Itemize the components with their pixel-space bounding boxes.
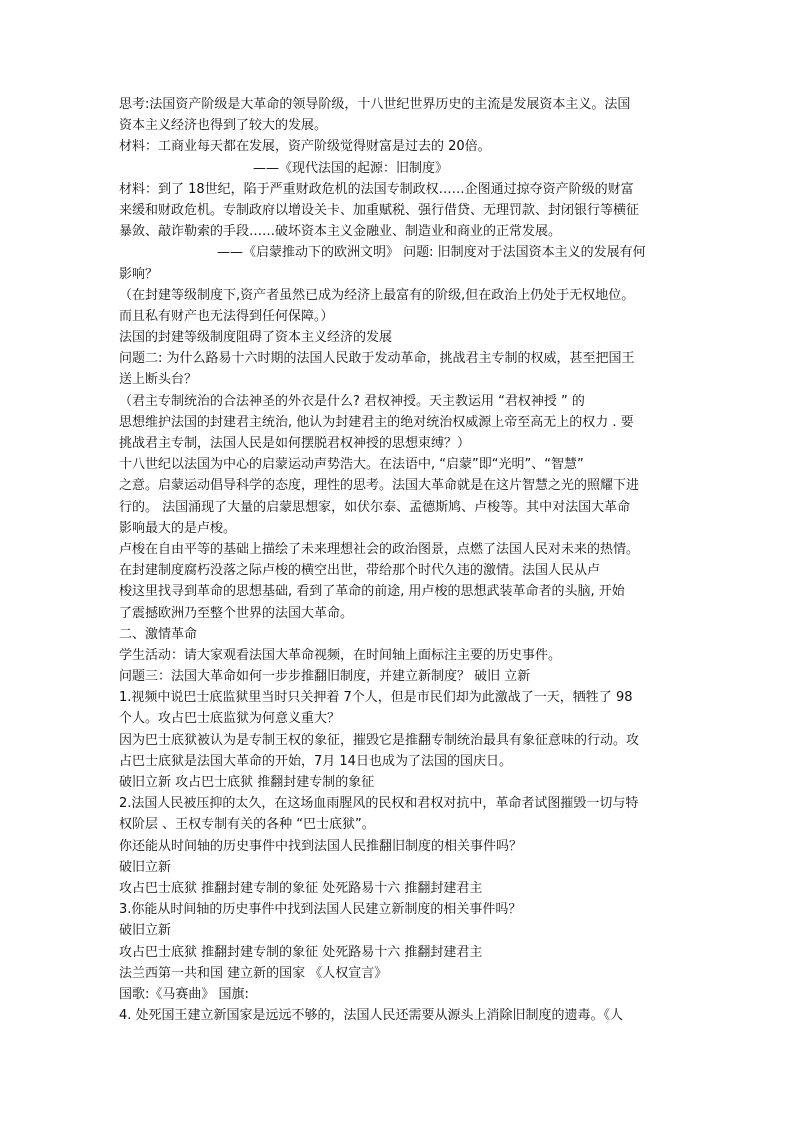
source-citation: ——《现代法国的起源：旧制度》 [253,160,449,176]
text-line: 2.法国人民被压抑的太久，在这场血雨腥风的民权和君权对抗中，革命者试图摧毁一切与特 [119,796,639,812]
text-line: 资本主义经济也得到了较大的发展。 [119,118,328,134]
text-line: 十八世纪以法国为中心的启蒙运动声势浩大。在法语中, “启蒙”即“光明”、“智慧” [119,457,584,473]
text-line: 思考:法国资产阶级是大革命的领导阶级，十八世纪世界历史的主流是发展资本主义。法国 [119,97,631,112]
text-line: 梭这里找寻到革命的思想基础, 看到了革命的前途, 用卢梭的思想武装革命者的头脑, 开始 [119,584,625,600]
text-line: 1.视频中说巴士底监狱里当时只关押着 7个人，但是市民们却为此激战了一天，牺牲了 98 [119,690,633,706]
text-line: 学生活动：请大家观看法国大革命视频，在时间轴上面标注主要的历史事件。 [119,647,562,663]
text-line: （在封建等级制度下,资产者虽然已成为经济上最富有的阶级,但在政治上仍处于无权地位。 [119,287,635,303]
text-line: 你还能从时间轴的历史事件中找到法国人民推翻旧制度的相关事件吗？ [119,838,523,854]
section-heading: 二、激情革命 [119,626,198,642]
text-line: 影响最大的是卢梭。 [119,520,237,536]
text-line: 在封建制度腐朽没落之际卢梭的横空出世，带给那个时代久违的激情。法国人民从卢 [119,563,601,579]
text-line: 卢梭在自由平等的基础上描绘了未来理想社会的政治图景，点燃了法国人民对未来的热情。 [119,541,640,557]
text-line: 个人。攻占巴士底监狱为何意义重大？ [119,711,341,727]
text-line: 法国的封建等级制度阻碍了资本主义经济的发展 [119,330,393,346]
text-line: 送上断头台？ [119,372,198,388]
text-line: 之意。启蒙运动倡导科学的态度，理性的思考。法国大革命就是在这片智慧之光的照耀下进 [119,478,640,494]
text-line: 影响？ [119,266,159,282]
text-line: 材料：到了 18世纪，陷于严重财政危机的法国专制政权……企图通过掠夺资产阶级的财富 [119,181,634,197]
text-line: 暴敛、敲诈勒索的手段……破坏资本主义金融业、制造业和商业的正常发展。 [119,224,562,240]
text-line: 材料：工商业每天都在发展，资产阶级觉得财富是过去的 20倍。 [119,139,491,155]
text-line: 挑战君主专制，法国人民是如何摆脱君权神授的思想束缚？） [119,436,471,451]
text-line: 破旧立新 [119,859,172,875]
text-line: 攻占巴士底狱 推翻封建专制的象征 处死路易十六 推翻封建君主 [119,880,483,896]
text-line: 因为巴士底狱被认为是专制王权的象征，摧毁它是推翻专制统治最具有象征意味的行动。攻 [119,732,640,748]
text-line: 4. 处死国王建立新国家是远远不够的，法国人民还需要从源头上消除旧制度的遗毒。《人 [119,1008,624,1024]
text-line: 破旧立新 攻占巴士底狱 推翻封建专制的象征 [119,775,375,790]
text-line: 来缓和财政危机。专制政府以增设关卡、加重赋税、强行借贷、无理罚款、封闭银行等横征 [119,202,640,218]
text-line: 而且私有财产也无法得到任何保障。） [119,308,334,324]
source-citation: ——《启蒙推动下的欧洲文明》 问题: 旧制度对于法国资本主义的发展有何 [217,245,646,261]
text-line: 占巴士底狱是法国大革命的开始，7月 14日也成为了法国的国庆日。 [119,753,512,769]
text-line: 破旧立新 [119,923,172,939]
text-line: 3.你能从时间轴的历史事件中找到法国人民建立新制度的相关事件吗？ [119,902,522,918]
text-line: 国歌:《马赛曲》 国旗: [119,986,249,1002]
text-line: 行的。 法国涌现了大量的启蒙思想家，如伏尔泰、孟德斯鸠、卢梭等。其中对法国大革命 [119,499,631,515]
text-line: （君主专制统治的合法神圣的外衣是什么? 君权神授。天主教运用 “君权神授 ” 的 [119,393,585,409]
document-body [119,94,681,1026]
question-heading: 问题二: 为什么路易十六时期的法国人民敢于发动革命，挑战君主专制的权威，甚至把国王 [119,351,635,367]
text-line: 权阶层 、王权专制有关的各种 “巴士底狱”。 [119,817,375,833]
text-line: 思想维护法国的封建君主统治, 他认为封建君主的绝对统治权威源上帝至高无上的权力 . 要 [119,414,634,430]
text-line: 攻占巴士底狱 推翻封建专制的象征 处死路易十六 推翻封建君主 [119,944,483,960]
question-heading: 问题三：法国大革命如何一步步推翻旧制度，并建立新制度？ 破旧 立新 [119,669,531,685]
text-line: 法兰西第一共和国 建立新的国家 《人权宣言》 [119,965,388,981]
text-line: 了震撼欧洲乃至整个世界的法国大革命。 [119,605,354,621]
